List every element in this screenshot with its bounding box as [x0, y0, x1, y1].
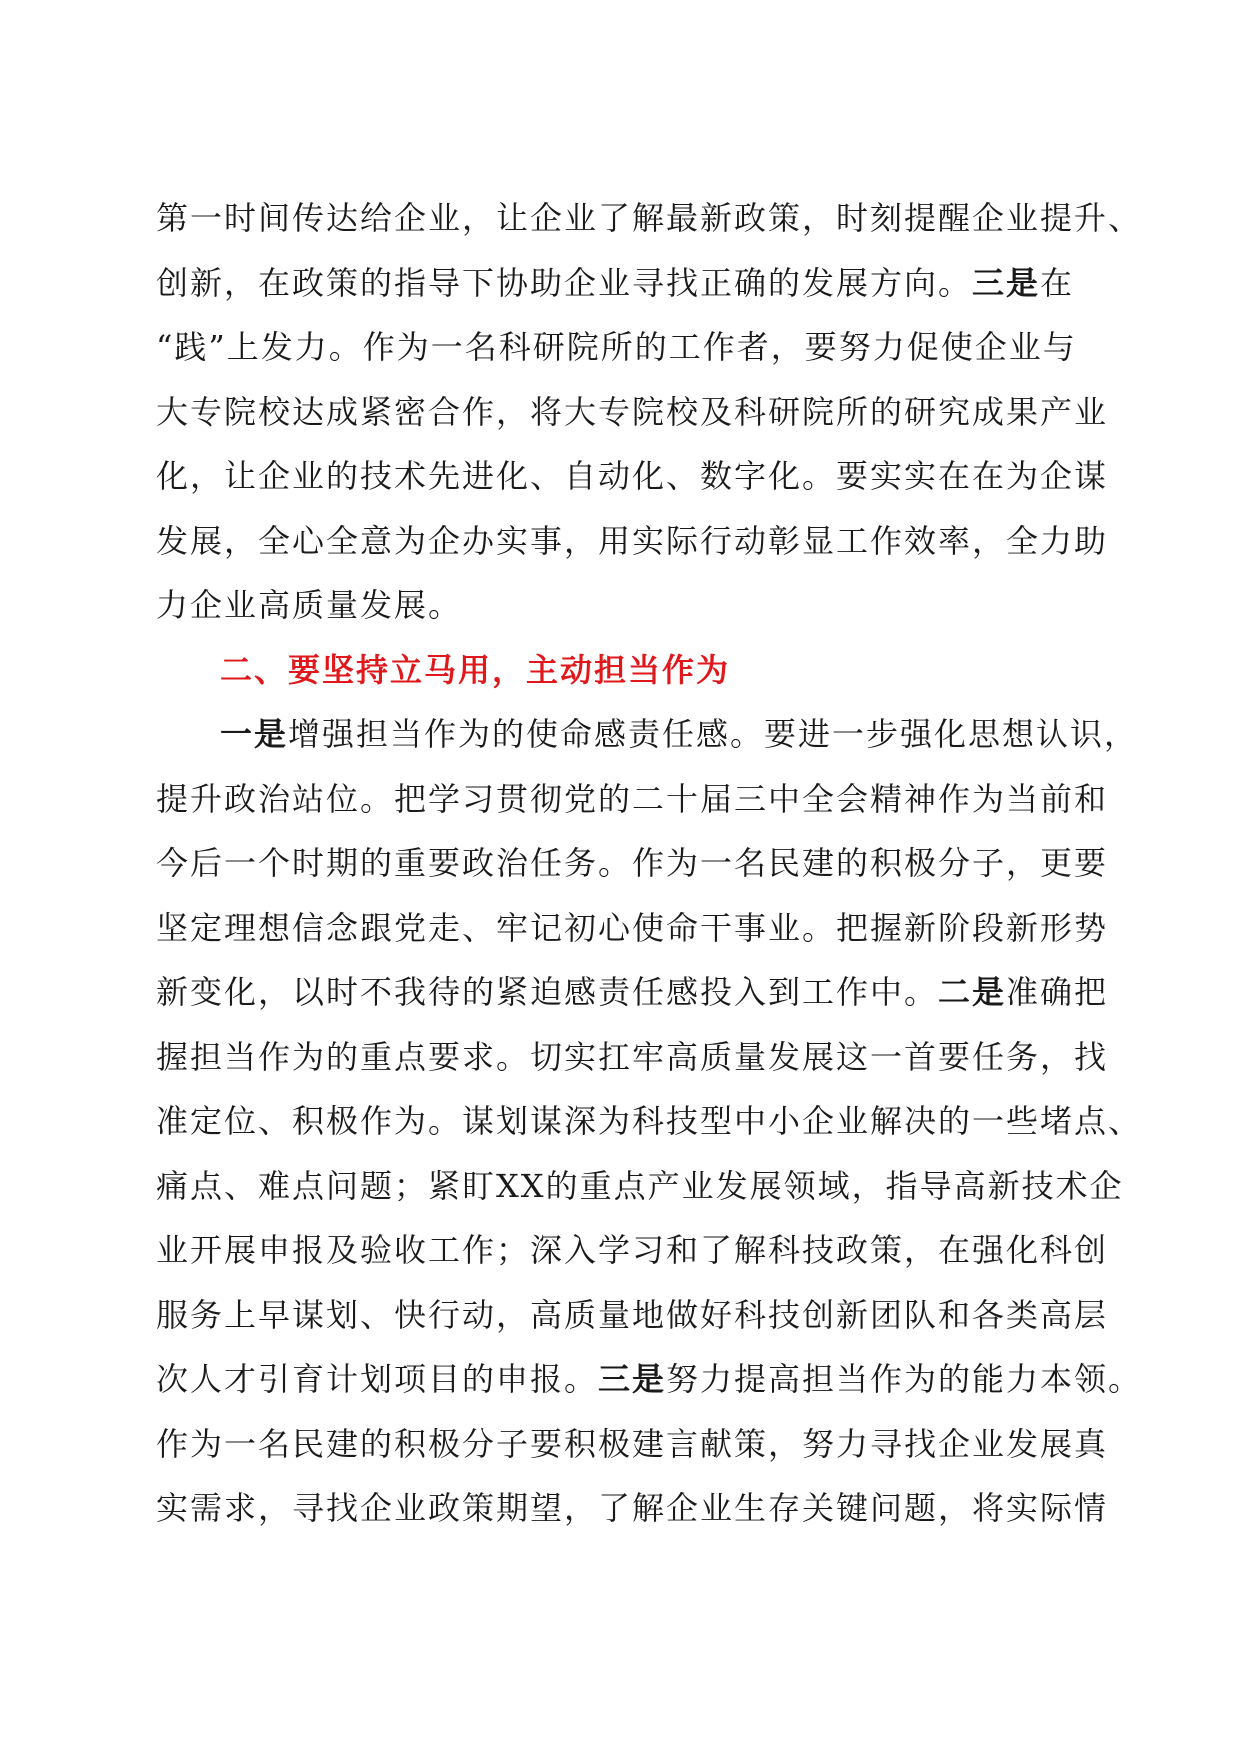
- text-run: 业开展申报及验收工作；深入学习和了解科技政策，在强化科创: [156, 1231, 1109, 1269]
- text-line: [156, 573, 1096, 638]
- text-run: 坚定理想信念跟党走、牢记初心使命干事业。把握新阶段新形势: [156, 908, 1109, 947]
- text-line: [156, 1476, 1109, 1541]
- text-run: 发展，全心全意为企办实事，用实际行动彰显工作效率，全力助: [156, 521, 1109, 560]
- text-run: 服务上早谋划、快行动，高质量地做好科技创新团队和各类高层: [156, 1295, 1109, 1334]
- text-line: [156, 315, 1096, 380]
- text-line: [156, 186, 1143, 251]
- text-line: [156, 1218, 1109, 1283]
- text-line: [156, 1089, 1143, 1154]
- text-run: 今后一个时期的重要政治任务。作为一名民建的积极分子，更要: [156, 844, 1109, 882]
- text-run: 在: [1040, 263, 1075, 302]
- text-line: [156, 1154, 1124, 1219]
- text-line: [156, 1025, 1109, 1090]
- text-run: 创新，在政策的指导下协助企业寻找正确的发展方向。: [156, 263, 973, 302]
- text-line: [156, 509, 1109, 574]
- text-run: 力企业高质量发展。: [156, 586, 463, 624]
- text-run: 化，让企业的技术先进化、自动化、数字化。要实实在在为企谋: [156, 457, 1109, 495]
- text-line: [156, 767, 1109, 832]
- text-run: 实需求，寻找企业政策期望，了解企业生存关键问题，将实际情: [156, 1489, 1109, 1527]
- text-run: 增强担当作为的使命感责任感。要进一步强化思想认识，: [288, 715, 1139, 753]
- text-line: [156, 1347, 1143, 1412]
- emphasis-label: 三是: [972, 263, 1041, 302]
- emphasis-label: 三是: [598, 1360, 667, 1398]
- heading-text: 二、要坚持立马用，主动担当作为: [220, 650, 731, 689]
- text-run: 次人才引育计划项目的申报。: [156, 1360, 599, 1398]
- emphasis-label: 二是: [938, 973, 1007, 1011]
- text-run: 新变化，以时不我待的紧迫感责任感投入到工作中。: [156, 973, 939, 1011]
- text-line: [156, 702, 1139, 767]
- text-line: [156, 896, 1109, 961]
- text-run: 准确把: [1006, 973, 1109, 1011]
- text-line: [156, 1412, 1109, 1477]
- text-run: 大专院校达成紧密合作，将大专院校及科研院所的研究成果产业: [156, 392, 1109, 431]
- text-run: 作为一名民建的积极分子要积极建言献策，努力寻找企业发展真: [156, 1424, 1109, 1463]
- text-line: [156, 380, 1109, 445]
- text-run: 努力提高担当作为的能力本领。: [666, 1360, 1143, 1398]
- section-heading: [156, 638, 1096, 703]
- text-run: “践”上发力。作为一名科研院所的工作者，要努力促使企业与: [156, 328, 1077, 366]
- text-line: [156, 960, 1109, 1025]
- text-run: 握担当作为的重点要求。切实扛牢高质量发展这一首要任务，找: [156, 1037, 1109, 1076]
- body-text: [156, 186, 1143, 1541]
- text-run: 痛点、难点问题；紧盯XX的重点产业发展领域，指导高新技术企: [156, 1166, 1124, 1205]
- text-line: [156, 444, 1109, 509]
- text-run: 第一时间传达给企业，让企业了解最新政策，时刻提醒企业提升、: [156, 199, 1143, 237]
- text-run: 准定位、积极作为。谋划谋深为科技型中小企业解决的一些堵点、: [156, 1102, 1143, 1140]
- text-run: 提升政治站位。把学习贯彻党的二十届三中全会精神作为当前和: [156, 779, 1109, 818]
- text-line: [156, 251, 1096, 316]
- emphasis-label: 一是: [220, 715, 289, 753]
- text-line: [156, 831, 1109, 896]
- text-line: [156, 1283, 1109, 1348]
